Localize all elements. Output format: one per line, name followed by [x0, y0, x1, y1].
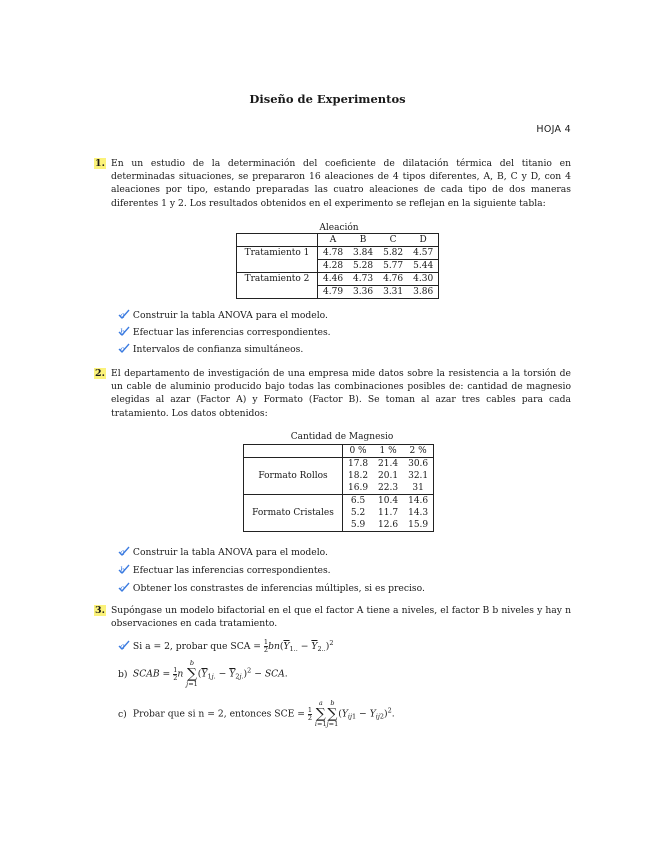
table-row: 5.2 11.7 14.3 — [244, 507, 434, 519]
row-label: Tratamiento 1 — [237, 247, 318, 260]
svg-text:a: a — [120, 311, 125, 320]
col-header: B — [348, 234, 378, 247]
table-1-caption: Aleación — [319, 223, 359, 233]
table-row: 4.28 5.28 5.77 5.44 — [237, 260, 439, 273]
table-row: Tratamiento 1 4.78 3.84 5.82 4.57 — [237, 247, 439, 260]
check-icon — [118, 582, 130, 595]
row-label: Formato Rollos — [244, 458, 343, 495]
svg-text:b: b — [120, 328, 126, 337]
problem-2-item-a: a Construir la tabla ANOVA para el modelo. — [120, 547, 328, 558]
problem-1-item-c: c Intervalos de confianza simultáneos. — [120, 344, 304, 355]
table-row: 5.9 12.6 15.9 — [244, 519, 434, 532]
row-label: Tratamiento 2 — [237, 273, 318, 286]
sheet-label: HOJA 4 — [536, 124, 571, 135]
col-header: D — [408, 234, 439, 247]
problem-3-item-c: c) Probar que si n = 2, entonces SCE = $\frac{1}{2}$ a ∑ i=1b ∑ $j=1(Y_{ij1} - Y_{ij2})^2$. — [118, 699, 395, 728]
problem-2-text: El departamento de investigación de una empresa mide datos sobre la resistencia a la torsión de un cable de aluminio producido bajo todas las combinaciones posibles de: cantidad de magnesio elegidas al azar (Factor A) y Formato (Factor B). Se toman al azar tres cables para cada tratamiento. Los datos obtenidos: — [111, 368, 571, 419]
row-label: Formato Cristales — [244, 495, 343, 532]
svg-text:a: a — [120, 642, 125, 651]
table-row: 18.2 20.1 32.1 — [244, 470, 434, 482]
problem-3-text: Supóngase un modelo bifactorial en el que el factor A tiene a niveles, el factor B b niveles y hay n observaciones en cada tratamiento. — [111, 605, 571, 630]
svg-text:c: c — [120, 584, 125, 593]
svg-text:b: b — [120, 566, 126, 575]
check-icon — [118, 343, 130, 356]
col-header: C — [378, 234, 408, 247]
table-row: Formato Cristales 6.5 10.4 14.6 — [244, 495, 434, 508]
table-row — [237, 234, 439, 247]
problem-1-item-a: a Construir la tabla ANOVA para el modelo. — [120, 310, 328, 321]
col-header: 1 % — [373, 445, 403, 458]
col-header: 2 % — [403, 445, 434, 458]
table-row: Tratamiento 2 4.46 4.73 4.76 4.30 — [237, 273, 439, 286]
check-icon — [118, 640, 130, 653]
table-row: 16.9 22.3 31 — [244, 482, 434, 495]
svg-text:c: c — [120, 345, 125, 354]
table-2 — [243, 444, 434, 532]
table-row: Formato Rollos 17.8 21.4 30.6 — [244, 458, 434, 471]
problem-1-text: En un estudio de la determinación del coeficiente de dilatación térmica del titanio en determinadas situaciones, se prepararon 16 aleaciones de 4 tipos diferentes, A, B, C y D, con 4 aleaciones por tipo, estando preparadas las cuatro aleaciones de cada tipo de dos maneras diferentes 1 y 2. Los resultados obtenidos en el experimento se reflejan en la siguiente tabla: — [111, 158, 571, 209]
table-row: 4.79 3.36 3.31 3.86 — [237, 286, 439, 299]
check-icon — [118, 326, 130, 339]
col-header: A — [318, 234, 349, 247]
check-icon — [118, 309, 130, 322]
problem-3-item-b: b) SCAB = $\frac{1}{2}$ n b ∑ $j=1(\overline{Y}_{1j.} - \overline{Y}_{2j.})^2$ − SCA. — [118, 659, 288, 688]
col-header: 0 % — [343, 445, 374, 458]
problem-1-item-b: b Efectuar las inferencias correspondientes. — [120, 327, 331, 338]
problem-2-item-c: c Obtener los constrastes de inferencias múltiples, si es preciso. — [120, 583, 425, 594]
table-1 — [236, 233, 439, 299]
problem-2-item-b: b Efectuar las inferencias correspondientes. — [120, 565, 331, 576]
svg-text:a: a — [120, 548, 125, 557]
page-title: Diseño de Experimentos — [249, 92, 406, 106]
problem-1-number: 1. — [95, 158, 105, 169]
problem-3-item-a: a Si a = 2, probar que SCA = $\frac{1}{2}$ $bn(\overline{Y}_{1..} - \overline{Y}_{2..})^2$ — [120, 638, 334, 654]
problem-3-number: 3. — [95, 605, 105, 616]
table-2-caption: Cantidad de Magnesio — [290, 432, 394, 442]
check-icon — [118, 546, 130, 559]
table-row — [244, 445, 434, 458]
problem-2-number: 2. — [95, 368, 105, 379]
check-icon — [118, 564, 130, 577]
